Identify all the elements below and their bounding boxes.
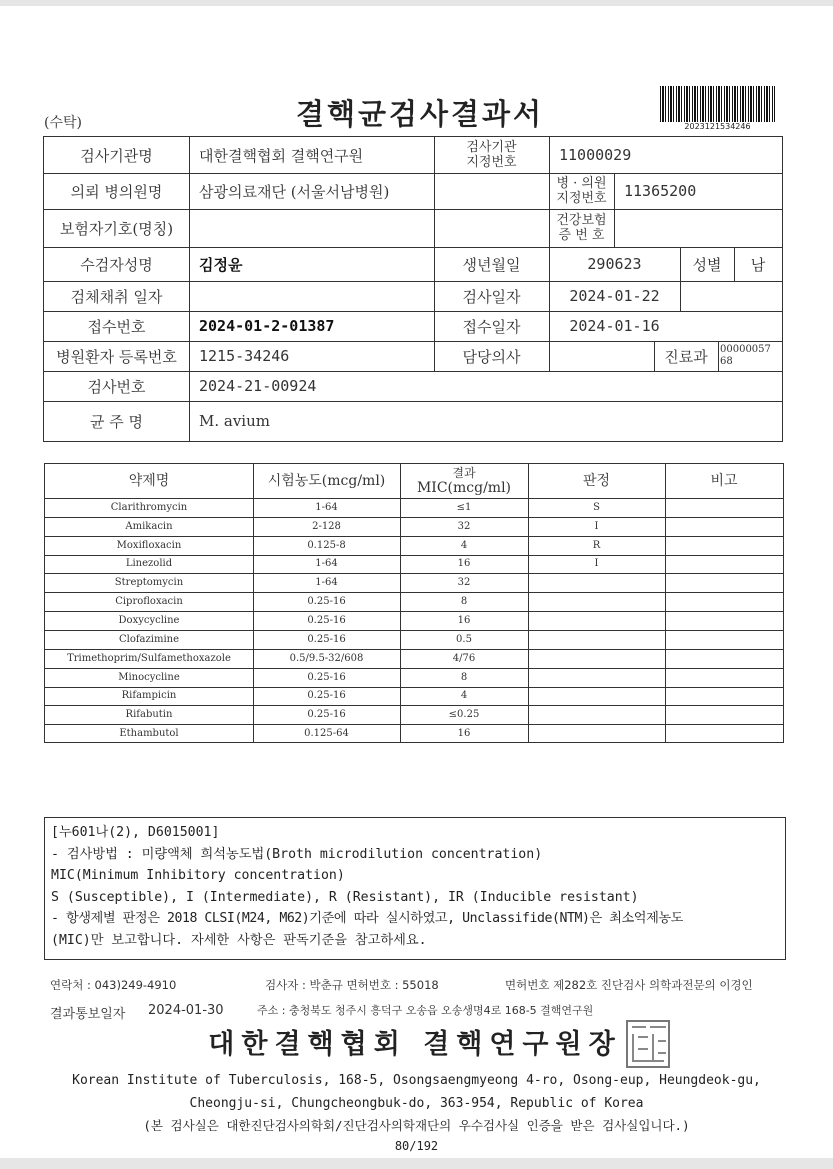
test-range: 0.25-16 [307,615,346,627]
judgement: I [594,558,599,570]
address-english-line1: Korean Institute of Tuberculosis, 168-5, Osongsaengmyeong 4-ro, Osong-eup, Heungdeok-gu, [72,1073,761,1088]
doctor-license: 면허번호 제282호 진단검사 의학과전문의 이경인 [505,978,753,992]
remarks [665,517,783,536]
note-code: [누601나(2), D6015001] [51,825,220,840]
mic-value: ≤1 [456,501,472,513]
remarks [665,687,783,706]
test-range: 0.25-16 [307,596,346,608]
remarks [665,573,783,592]
address-english-line2: Cheongju-si, Chungcheongbuk-do, 363-954, Republic of Korea [189,1096,644,1111]
receipt-date-label: 접수일자 [462,317,521,336]
hospital-patient-id-value: 1215-34246 [199,347,290,365]
method-notes [44,817,786,960]
test-range: 0.25-16 [307,709,346,721]
physician-label: 담당의사 [462,347,521,366]
note-method: - 검사방법 : 미량액체 희석농도법(Broth microdilution concentration) [51,846,543,862]
receipt-date-value: 2024-01-16 [569,317,660,335]
col-header-judgement: 판정 [582,472,611,489]
receipt-number-value: 2024-01-2-01387 [199,317,335,335]
consignment-label: (수탁) [44,115,82,131]
drug-name: Trimethoprim/Sulfamethoxazole [67,652,231,664]
strain-value: M. avium [199,412,270,430]
mic-value: 8 [460,596,468,608]
judgement [528,649,665,668]
mic-value: 4/76 [452,652,476,664]
drug-name: Rifampicin [121,690,177,702]
official-seal-stamp [626,1020,670,1068]
test-range: 0.125-8 [307,539,346,551]
drug-name: Moxifloxacin [116,539,182,551]
insurer-label: 보험자기호(명칭) [59,219,174,238]
col-header-mic: 결과 MIC(mcg/ml) [416,466,512,496]
remarks [665,536,783,555]
note-criteria: - 항생제별 판정은 2018 CLSI(M24, M62)기준에 따라 실시하였고, Unclassifide(NTM)은 최소억제농도 [51,911,683,926]
contact: 연락처 : 043)249-4910 [50,978,177,992]
mic-value: 16 [457,728,471,740]
test-range: 0.25-16 [307,671,346,683]
sex-label: 성별 [692,255,722,274]
organization-name: 대한결핵협회 결핵연구원장 [208,1029,622,1060]
test-number-value: 2024-21-00924 [199,377,317,395]
drug-name: Ethambutol [119,728,179,740]
note-legend: S (Susceptible), I (Intermediate), R (Resistant), IR (Inducible resistant) [51,889,639,905]
judgement: R [592,539,601,551]
strain-label: 균 주 명 [89,412,143,431]
department-value: 00000057 68 [720,344,771,367]
judgement: S [593,501,600,513]
mic-value: 0.5 [456,633,472,645]
remarks [665,592,783,611]
institution-value: 대한결핵협회 결핵연구원 [199,146,364,165]
sex-value: 남 [750,255,766,274]
mic-value: ≤0.25 [448,709,480,721]
document-title: 결핵균검사결과서 [295,97,545,131]
remarks [665,668,783,687]
test-range: 1-64 [315,501,338,513]
judgement [528,687,665,706]
birthdate-label: 생년월일 [462,255,521,274]
bottom-edge [0,1158,833,1169]
barcode-number: 2023121534246 [684,122,751,131]
mic-value: 16 [457,615,471,627]
report-date-label: 결과통보일자 [50,1007,126,1022]
mic-value: 4 [460,539,468,551]
judgement [528,573,665,592]
hospital-code-value: 11365200 [624,182,697,200]
physician-value [549,341,654,371]
drug-name: Rifabutin [125,709,173,721]
remarks [665,498,783,517]
institution-label: 검사기관명 [80,146,153,165]
remarks [665,555,783,574]
remarks [665,649,783,668]
test-range: 0.25-16 [307,633,346,645]
judgement [528,611,665,630]
address-korean: 주소 : 충청북도 청주시 흥덕구 오송읍 오송생명4로 168-5 결핵연구원 [257,1004,594,1017]
referring-hospital-value: 삼광의료재단 (서울서남병원) [199,182,390,201]
test-range: 0.25-16 [307,690,346,702]
institution-code-label: 검사기관 지정번호 [466,140,517,170]
mic-value: 32 [457,520,471,532]
hospital-patient-id-label: 병원환자 등록번호 [56,347,177,366]
drug-name: Linezolid [125,558,173,570]
judgement [528,592,665,611]
referring-hospital-label: 의뢰 병의원명 [70,182,163,201]
remarks [665,630,783,649]
inspector: 검사자 : 박춘규 면허번호 : 55018 [265,978,439,992]
patient-info-table [43,136,783,442]
test-date-label: 검사일자 [462,287,521,306]
report-date: 2024-01-30 [148,1003,224,1018]
remarks [665,611,783,630]
page-number: 80/192 [394,1139,439,1153]
hospital-code-label: 병 · 의원 지정번호 [556,176,607,206]
col-header-range: 시험농도(mcg/ml) [267,472,386,489]
drug-name: Clofazimine [118,633,180,645]
note-criteria-cont: (MIC)만 보고합니다. 자세한 사항은 판독기준을 참고하세요. [51,932,427,948]
test-date-value: 2024-01-22 [569,287,660,305]
drug-name: Streptomycin [114,577,184,589]
judgement [528,724,665,743]
col-header-remarks: 비고 [710,472,738,489]
specimen-date-label: 검체채취 일자 [70,287,163,306]
drug-name: Doxycycline [118,615,180,627]
judgement [528,705,665,724]
top-edge [0,0,833,6]
patient-name-label: 수검자성명 [80,255,153,274]
judgement [528,668,665,687]
col-header-drug: 약제명 [128,472,170,489]
drug-name: Amikacin [125,520,173,532]
test-number-label: 검사번호 [87,377,146,396]
test-range: 0.5/9.5-32/608 [289,652,364,664]
judgement: I [594,520,599,532]
insurance-number-label: 건강보험 증 번 호 [556,213,607,243]
test-range: 1-64 [315,577,338,589]
mic-value: 4 [460,690,468,702]
remarks [665,724,783,743]
institution-code-value: 11000029 [559,146,632,164]
note-mic: MIC(Minimum Inhibitory concentration) [51,868,345,883]
judgement [528,630,665,649]
birthdate-value: 290623 [587,255,642,273]
test-range: 2-128 [312,520,341,532]
test-range: 0.125-64 [304,728,349,740]
mic-value: 32 [457,577,471,589]
insurer-value [189,209,434,247]
drug-susceptibility-table [44,463,784,743]
certification-note: (본 검사실은 대한진단검사의학회/진단검사의학재단의 우수검사실 인증을 받은 검사실입니다.) [143,1118,690,1133]
insurance-number-value [614,209,782,247]
mic-value: 16 [457,558,471,570]
drug-name: Ciprofloxacin [115,596,183,608]
mic-value: 8 [460,671,468,683]
department-label: 진료과 [664,347,708,366]
drug-name: Clarithromycin [110,501,188,513]
test-range: 1-64 [315,558,338,570]
receipt-number-label: 접수번호 [87,317,146,336]
specimen-date-value [189,281,434,311]
drug-name: Minocycline [118,671,180,683]
patient-name-value: 김정윤 [199,255,243,274]
barcode [660,86,775,122]
remarks [665,705,783,724]
